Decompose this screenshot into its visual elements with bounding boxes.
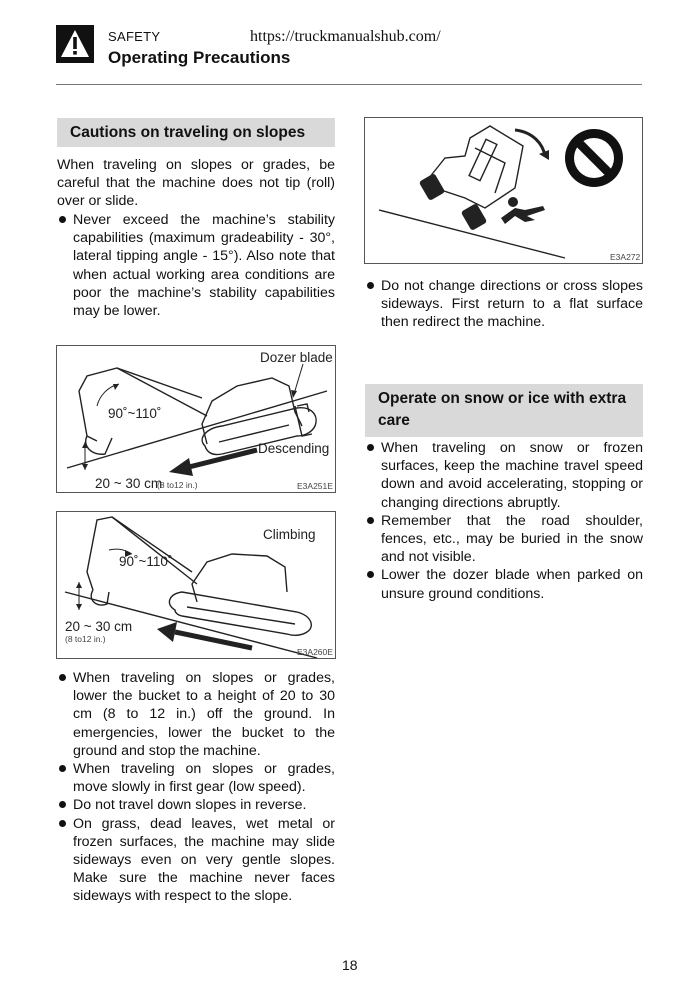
- figure-climbing: [56, 511, 336, 659]
- height-label: 20 ~ 30 cm: [65, 619, 133, 634]
- list-item: When traveling on slopes or grades, move slowly in first gear (low speed).: [57, 760, 335, 796]
- list-item: Do not travel down slopes in reverse.: [57, 796, 335, 814]
- section-heading-snow-ice: Operate on snow or ice with extra care: [365, 384, 643, 437]
- bullet-list-stability: [57, 211, 335, 320]
- descending-label: Descending: [258, 441, 330, 456]
- bullet-list-slopes: [57, 669, 335, 906]
- bullet-list-sideways: [365, 277, 643, 332]
- list-item: Remember that the road shoulder, fences, etc., may be buried in the snow and not visible.: [365, 512, 643, 567]
- section-heading-slopes: Cautions on traveling on slopes: [57, 118, 335, 147]
- intro-paragraph: When traveling on slopes or grades, be careful that the machine does not tip (roll) over or slide.: [57, 157, 335, 210]
- header-rule: [56, 84, 642, 85]
- height-label-inches: (8 to12 in.): [157, 480, 198, 490]
- height-label: 20 ~ 30 cm: [95, 476, 163, 491]
- figure-code: E3A251E: [297, 481, 333, 491]
- page-number: 18: [342, 957, 358, 973]
- warning-icon: [56, 25, 94, 63]
- angle-label: 90˚~110˚: [119, 554, 173, 569]
- climbing-label: Climbing: [263, 527, 316, 542]
- figure-code: E3A260E: [297, 647, 333, 657]
- header-url: https://truckmanualshub.com/: [250, 28, 441, 45]
- list-item: When traveling on slopes or grades, lower the bucket to a height of 20 to 30 cm (8 to 12 in.) off the ground. In emergencies, lower the bucket to the ground and stop the machine.: [57, 669, 335, 760]
- header-section-label: SAFETY: [108, 29, 161, 44]
- list-item: Never exceed the machine’s stability capabilities (maximum gradeability - 30°, lateral tipping angle - 15°). Also note that when actual working area conditions are poor the machine’s stability capabilities may be lower.: [57, 211, 335, 320]
- list-item: Lower the dozer blade when parked on unsure ground conditions.: [365, 566, 643, 602]
- page-title: Operating Precautions: [108, 48, 291, 67]
- figure-code: E3A272: [610, 252, 641, 262]
- figure-no-sideways: [364, 117, 643, 264]
- height-label-inches: (8 to12 in.): [65, 634, 106, 644]
- list-item: Do not change directions or cross slopes sideways. First return to a flat surface then redirect the machine.: [365, 277, 643, 332]
- list-item: When traveling on snow or frozen surfaces, keep the machine travel speed down and avoid accelerating, stopping or changing directions abruptly.: [365, 439, 643, 512]
- excavator-descending-illustration: [57, 346, 335, 492]
- figure-descending: [56, 345, 336, 493]
- angle-label: 90˚~110˚: [108, 406, 162, 421]
- dozer-blade-label: Dozer blade: [260, 350, 333, 365]
- list-item: On grass, dead leaves, wet metal or frozen surfaces, the machine may slide sideways even on very gentle slopes. Make sure the machine never faces sideways with respect to the slope.: [57, 815, 335, 906]
- bullet-list-snow-ice: [365, 439, 643, 603]
- sideways-tipping-illustration: [365, 118, 642, 263]
